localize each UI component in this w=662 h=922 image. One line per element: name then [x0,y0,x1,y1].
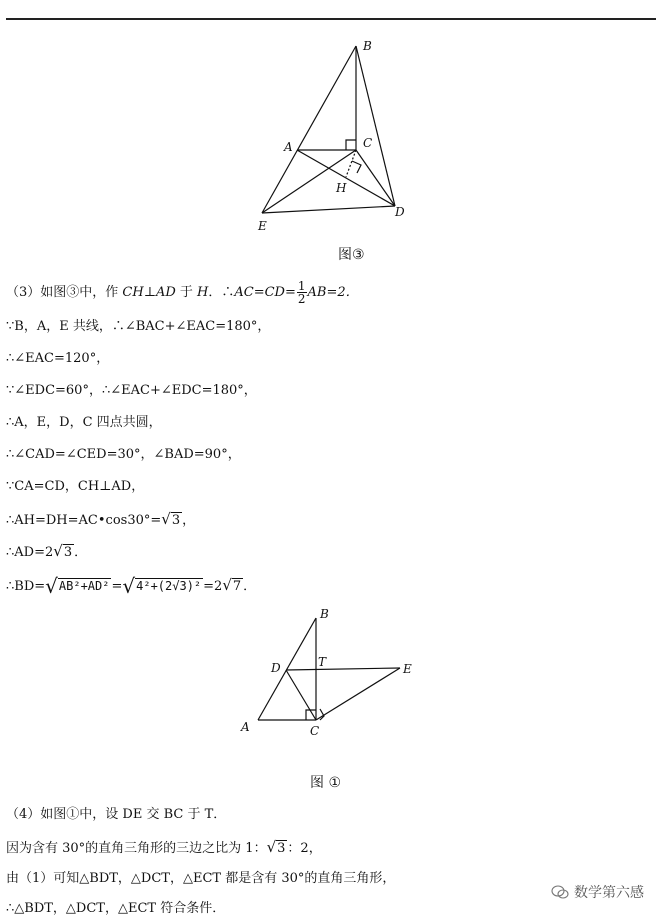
segment-CD [356,150,395,206]
label-C: C [310,724,320,738]
top-rule [6,18,656,20]
label-E: E [258,219,267,233]
part3-line-10: ∴BD=√AB²+AD² =√4²+(2√3)² =2√7 ． [6,574,257,598]
part4-line-1: （4）如图①中，设 DE 交 BC 于 T． [6,807,227,822]
figure-3-diagram [240,36,420,236]
part4-line-4: ∴△BDT，△DCT，△ECT 符合条件． [6,901,226,916]
right-angle-mark-CE [320,709,324,720]
part3-line-3: ∴∠EAC=120°， [6,351,110,366]
segment-DC [286,670,316,720]
part3-line-8: ∴AH=DH=AC•cos30°=√3 ， [6,510,196,528]
label-A: A [284,140,293,154]
part4-line-3: 由（1）可知△BDT，△DCT，△ECT 都是含有 30°的直角三角形， [6,871,396,886]
label-T: T [318,655,327,669]
label-H: H [336,181,347,195]
part3-line-5: ∴A，E，D，C 四点共圆， [6,415,162,430]
part3-line-6: ∴∠CAD=∠CED=30°，∠BAD=90°， [6,447,241,462]
label-D: D [271,661,281,675]
label-E: E [403,662,412,676]
label-C: C [363,136,373,150]
segment-CE [316,668,400,720]
segment-ED [262,206,395,213]
part3-line-9: ∴AD=2√3 ． [6,542,88,560]
part3-line-4: ∵∠EDC=60°，∴∠EAC+∠EDC=180°， [6,383,257,398]
watermark [551,882,644,902]
part3-line-1: （3）如图③中，作 CH⊥AD 于 H．∴AC=CD= $\frac{1}{2}$ AB=2． [6,279,359,306]
segment-AD [297,150,395,206]
fraction-one-half: $\frac{1}{2}$ [297,279,306,306]
right-angle-mark-H [352,161,361,173]
label-B: B [363,39,372,53]
watermark-text: 数学第六感 [574,885,644,901]
part4-line-2: 因为含有 30°的直角三角形的三边之比为 1：√3 ：2， [6,838,322,856]
part3-line-7: ∵CA=CD，CH⊥AD， [6,479,145,494]
figure-1-caption: 图 ① [310,775,342,791]
segment-DE [286,668,400,670]
right-angle-mark-C [346,140,356,150]
label-A: A [241,720,250,734]
wechat-icon [551,885,569,899]
segment-BD [356,46,395,206]
label-D: D [395,205,405,219]
figure-3-caption: 图③ [338,247,365,263]
figure-1-diagram [236,604,426,740]
label-B: B [320,607,329,621]
part3-line-2: ∵B，A，E 共线，∴∠BAC+∠EAC=180°， [6,319,271,334]
